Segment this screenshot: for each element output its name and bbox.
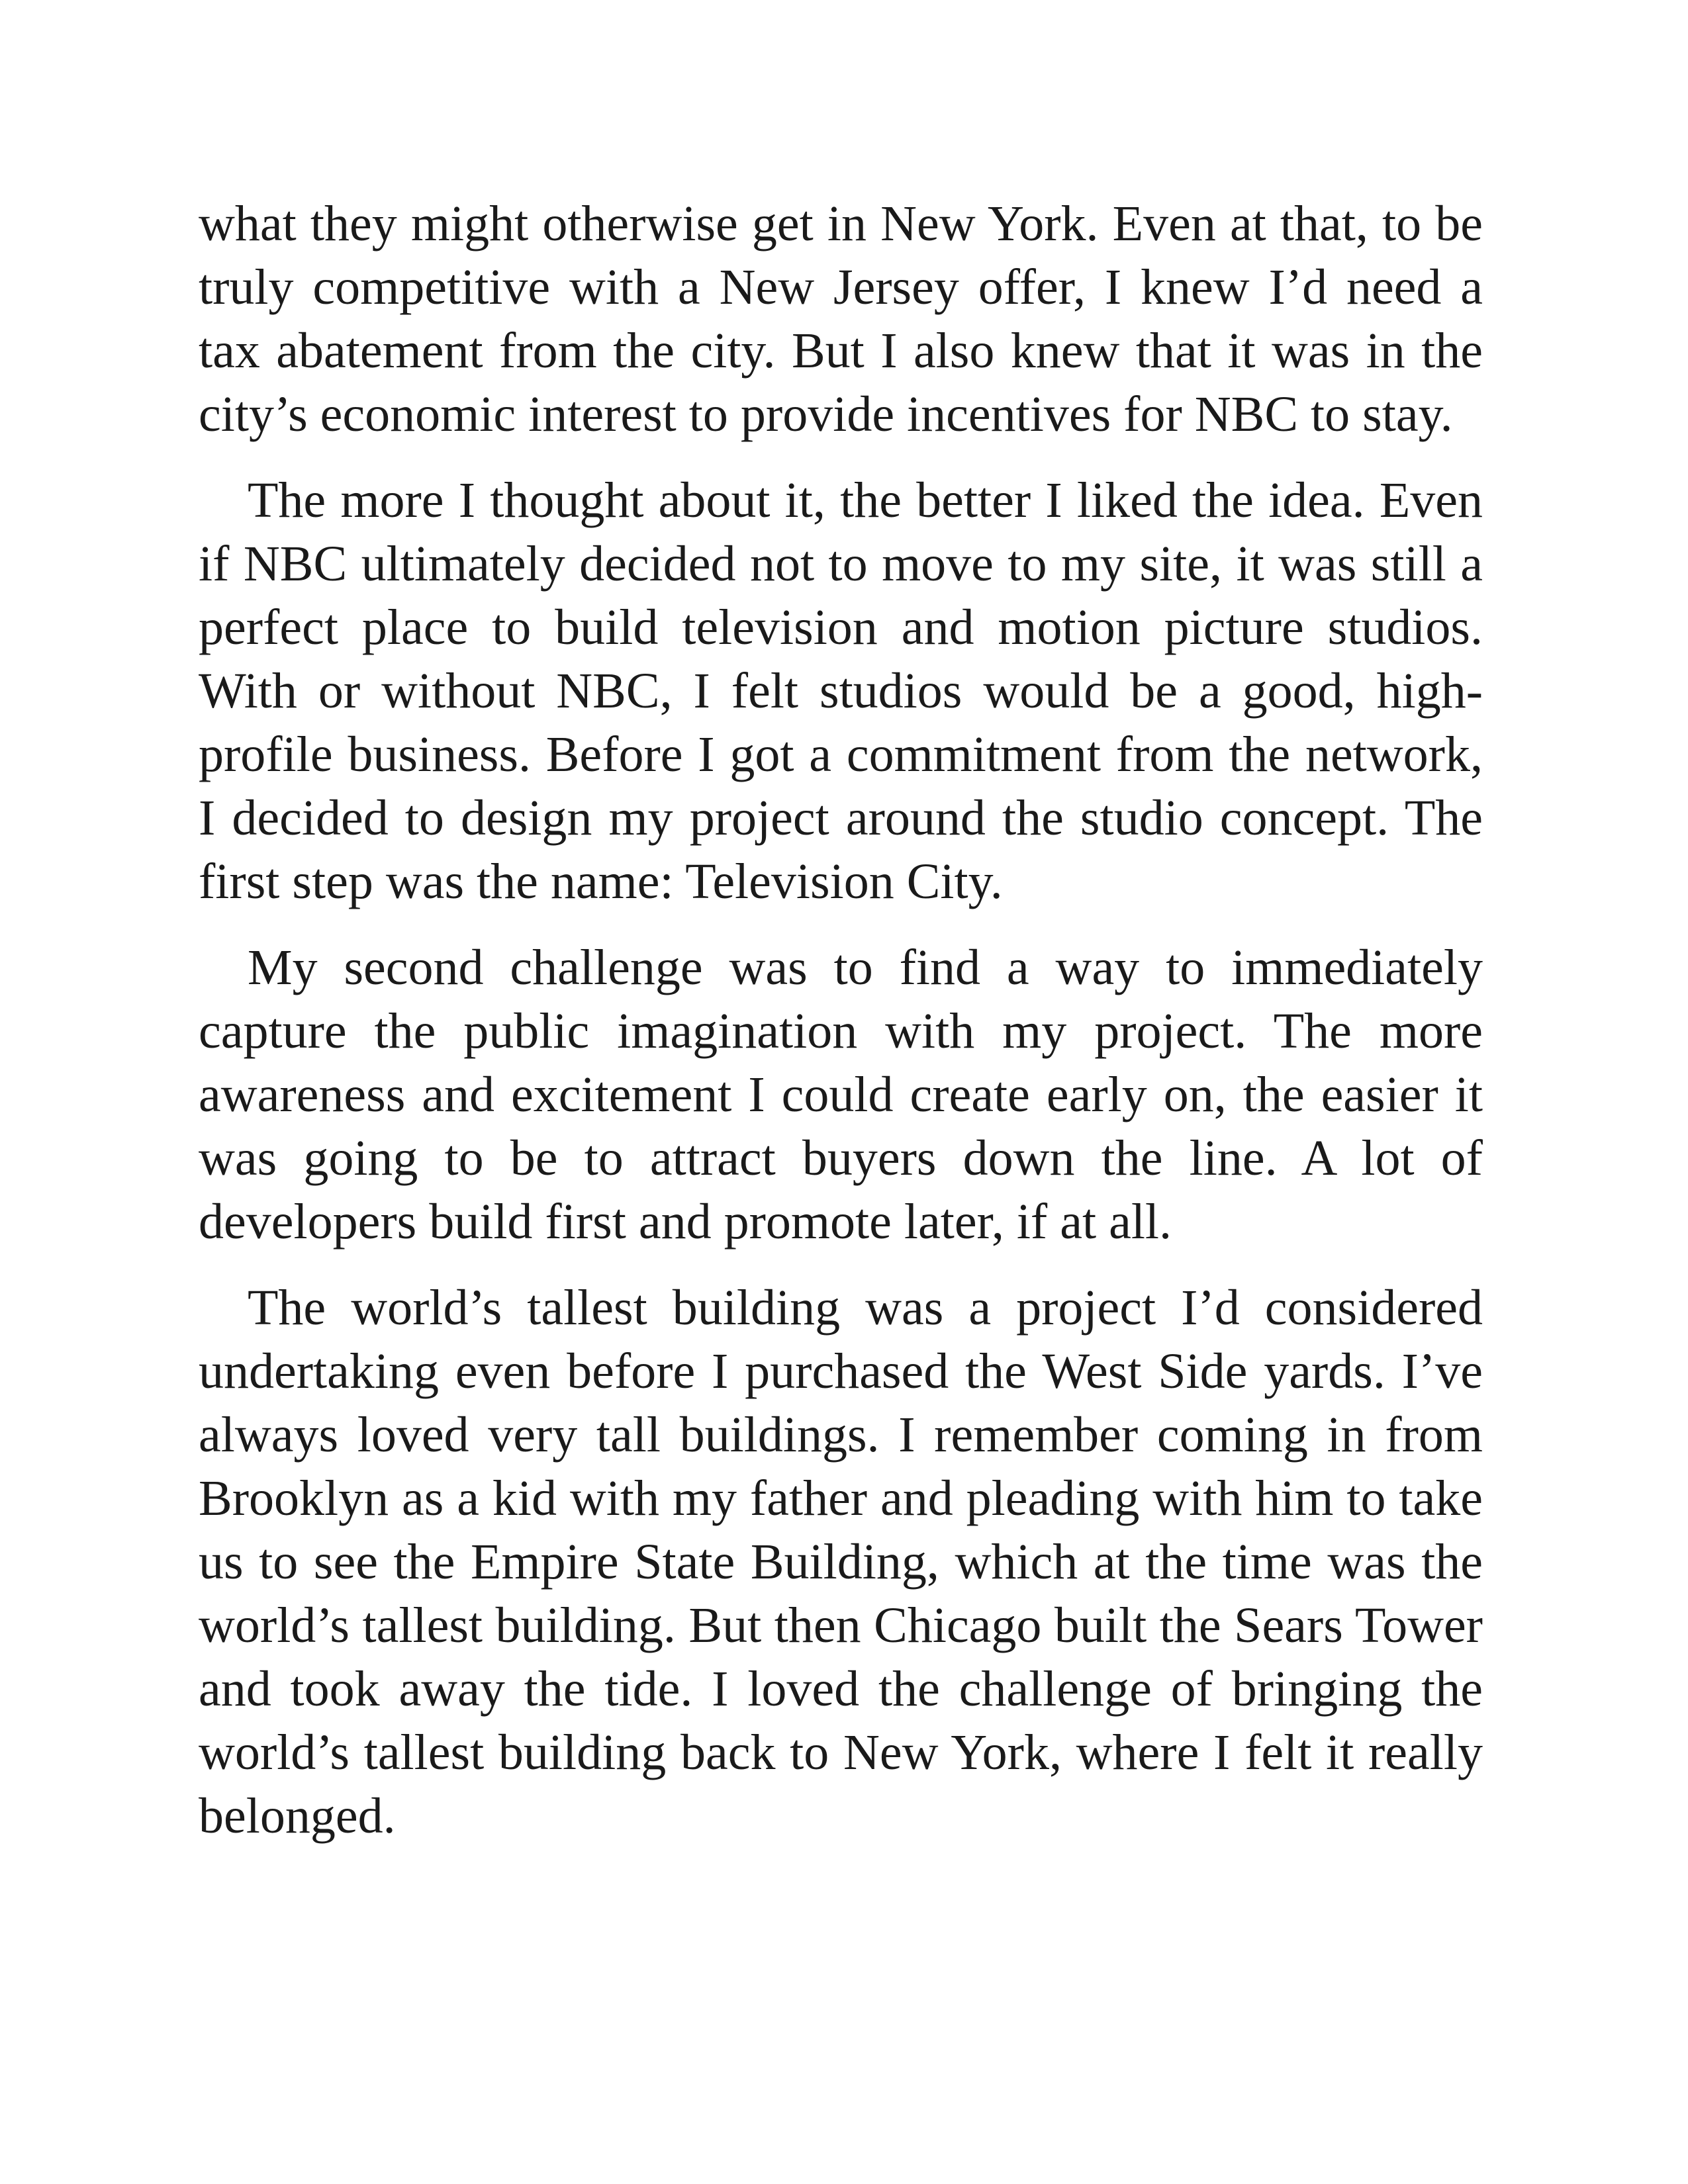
paragraph-public-imagination: My second challenge was to find a way to immediately capture the public imagination with my project. The more awareness and excitement I could create early on, the easier it was going to be to attract buyers down the line. A lot of developers build first and promote later, if at all.: [199, 940, 1483, 1250]
paragraph-tallest-building: The world’s tallest building was a project I’d considered undertaking even before I purchased the West Side yards. I’ve always loved very tall buildings. I remember coming in from Brooklyn as a kid with my father and pleading with him to take us to see the Empire State Building, which at the time was the world’s tallest building. But then Chicago built the Sears Tower and took away the tide. I loved the challenge of bringing the world’s tallest building back to New York, where I felt it really belonged.: [199, 1280, 1483, 1844]
paragraph-television-city: The more I thought about it, the better I liked the idea. Even if NBC ultimately decided not to move to my site, it was still a perfect place to build television and motion picture studios. With or without NBC, I felt studios would be a good, high-profile business. Before I got a commitment from the network, I decided to design my project around the studio concept. The first step was the name: Television City.: [199, 473, 1483, 909]
paragraph-continued: what they might otherwise get in New York. Even at that, to be truly competitive with a New Jersey offer, I knew I’d need a tax abatement from the city. But I also knew that it was in the city’s economic interest to provide incentives for NBC to stay.: [199, 196, 1483, 442]
body-text: [199, 192, 1483, 1870]
